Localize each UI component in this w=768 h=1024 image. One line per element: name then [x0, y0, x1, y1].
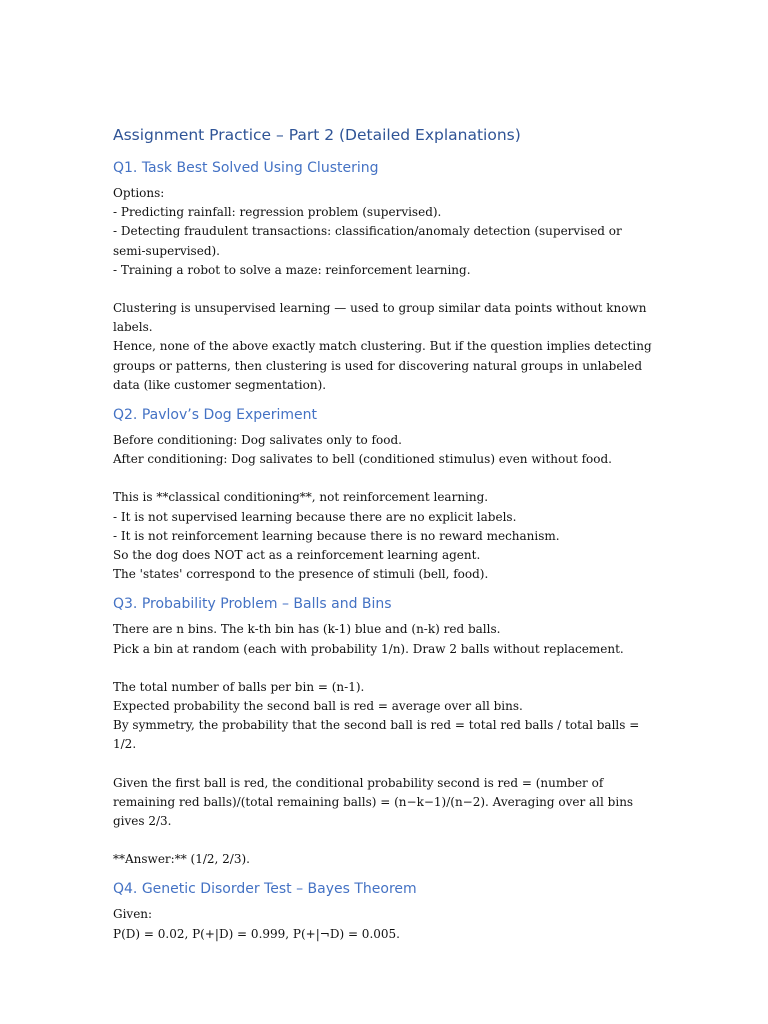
text-line: Before conditioning: Dog salivates only to food. — [113, 433, 402, 448]
text-line: Hence, none of the above exactly match clustering. But if the question implies detecting groups or patterns, then clustering is used for discovering natural groups in unlabeled data (like customer segmentation). — [113, 339, 652, 392]
paragraph — [113, 850, 658, 869]
text-line: - It is not reinforcement learning because there is no reward mechanism. — [113, 528, 560, 543]
text-line: Pick a bin at random (each with probability 1/n). Draw 2 balls without replacement. — [113, 641, 624, 656]
text-line: **Answer:** (1/2, 2/3). — [113, 852, 250, 867]
paragraph — [113, 774, 658, 832]
section-q3 — [113, 594, 658, 869]
paragraph — [113, 905, 658, 943]
text-line: Clustering is unsupervised learning — used to group similar data points without known labels. — [113, 301, 647, 335]
section-heading-q3: Q3. Probability Problem – Balls and Bins — [113, 596, 392, 613]
text-line: - Training a robot to solve a maze: reinforcement learning. — [113, 262, 471, 277]
paragraph — [113, 488, 658, 584]
section-heading-q4: Q4. Genetic Disorder Test – Bayes Theorem — [113, 881, 417, 898]
text-line: - It is not supervised learning because there are no explicit labels. — [113, 509, 517, 524]
text-line: Options: — [113, 186, 165, 200]
paragraph — [113, 678, 658, 755]
document-title: Assignment Practice – Part 2 (Detailed Explanations) — [113, 126, 521, 144]
section-heading-q2: Q2. Pavlov’s Dog Experiment — [113, 407, 318, 424]
text-line: Given the first ball is red, the conditional probability second is red = (number of remaining red balls)/(total remaining balls) = (n−k−1)/(n−2). Averaging over all bins gives 2/3. — [113, 775, 634, 829]
text-line: P(D) = 0.02, P(+|D) = 0.999, P(+|¬D) = 0.005. — [113, 926, 400, 941]
paragraph — [113, 620, 658, 658]
text-line: - Detecting fraudulent transactions: classification/anomaly detection (supervised or semi-supervised). — [113, 224, 622, 258]
text-line: Expected probability the second ball is red = average over all bins. — [113, 699, 523, 714]
paragraph — [113, 431, 658, 469]
text-line: The 'states' correspond to the presence of stimuli (bell, food). — [113, 567, 489, 582]
text-line: Given: — [113, 907, 153, 922]
document-page — [113, 124, 658, 954]
paragraph — [113, 184, 658, 280]
section-heading-q1: Q1. Task Best Solved Using Clustering — [113, 160, 379, 176]
section-q2 — [113, 405, 658, 584]
section-q1 — [113, 158, 658, 395]
text-line: This is **classical conditioning**, not reinforcement learning. — [113, 490, 489, 505]
text-line: So the dog does NOT act as a reinforcement learning agent. — [113, 548, 481, 563]
paragraph — [113, 299, 658, 395]
text-line: There are n bins. The k-th bin has (k-1) blue and (n-k) red balls. — [113, 622, 501, 637]
text-line: After conditioning: Dog salivates to bell (conditioned stimulus) even without food. — [113, 452, 612, 467]
text-line: The total number of balls per bin = (n-1). — [113, 679, 365, 694]
text-line: By symmetry, the probability that the second ball is red = total red balls / total balls = 1/2. — [113, 718, 640, 752]
text-line: - Predicting rainfall: regression problem (supervised). — [113, 205, 442, 220]
section-q4 — [113, 879, 658, 943]
